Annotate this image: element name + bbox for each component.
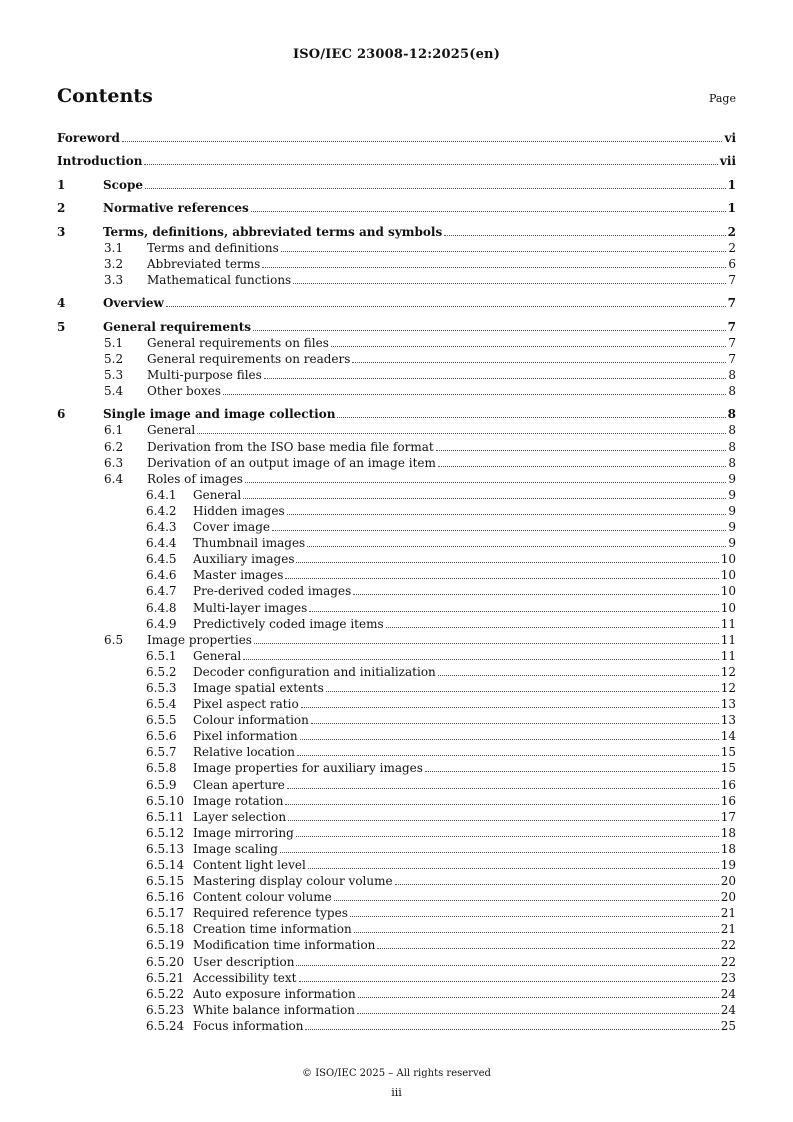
toc-entry-title: General requirements on readers xyxy=(147,351,351,366)
dot-leader xyxy=(296,825,719,837)
toc-entry-page: 18 xyxy=(720,825,736,840)
dot-leader xyxy=(350,905,719,917)
toc-entry-number: 6.4.4 xyxy=(146,536,177,551)
toc-entry-title: Derivation from the ISO base media file format xyxy=(147,439,434,454)
toc-entry-page: 24 xyxy=(720,986,736,1001)
toc-entry-page: 19 xyxy=(720,858,736,873)
dot-leader xyxy=(326,680,719,692)
toc-entry-page: 8 xyxy=(728,384,736,398)
toc-entry-number: 2 xyxy=(57,201,66,216)
toc-entry-title: Decoder configuration and initialization xyxy=(193,664,436,679)
toc-entry-title: Image mirroring xyxy=(193,825,294,840)
toc-entry-title: Focus information xyxy=(193,1018,304,1033)
toc-entry-page: 17 xyxy=(720,809,736,824)
toc-entry[interactable] xyxy=(57,130,736,146)
toc-entry-number: 6.5.7 xyxy=(146,745,177,760)
toc-entry-title: General requirements xyxy=(103,319,252,334)
toc-entry-title: General xyxy=(193,648,242,663)
toc-entry-page: 2 xyxy=(728,240,736,255)
dot-leader xyxy=(386,616,719,628)
toc-entry-page: 15 xyxy=(720,761,736,776)
dot-leader xyxy=(145,177,726,189)
dot-leader xyxy=(264,367,727,379)
toc-entry-page: 10 xyxy=(720,584,736,599)
toc-entry[interactable] xyxy=(57,256,736,272)
dot-leader xyxy=(309,600,718,612)
toc-entry-page: 10 xyxy=(720,568,736,583)
toc-entry[interactable] xyxy=(57,1018,736,1034)
toc-entry-number: 3 xyxy=(57,224,66,239)
dot-leader xyxy=(297,744,719,756)
toc-entry-number: 6.4.7 xyxy=(146,584,177,599)
toc-entry[interactable] xyxy=(57,177,736,193)
toc-entry-number: 6.5.18 xyxy=(146,922,185,937)
toc-entry-number: 5 xyxy=(57,319,66,334)
toc-entry-title: Mathematical functions xyxy=(147,272,292,287)
toc-entry-number: 3.2 xyxy=(104,256,124,271)
toc-entry-page: 21 xyxy=(720,922,736,937)
copyright-footer: © ISO/IEC 2025 – All rights reserved xyxy=(302,1068,491,1079)
toc-entry-page: 9 xyxy=(728,471,736,486)
toc-entry[interactable] xyxy=(57,954,736,970)
toc-entry-page: 8 xyxy=(728,455,736,470)
toc-entry-title: Derivation of an output image of an image item xyxy=(147,455,436,470)
toc-entry-page: 23 xyxy=(720,970,736,985)
toc-entry-number: 6.5.2 xyxy=(146,664,177,679)
toc-entry[interactable] xyxy=(57,503,736,519)
toc-entry-title: Normative references xyxy=(103,201,249,216)
toc-entry-number: 6.5.8 xyxy=(146,761,177,776)
dot-leader xyxy=(311,712,719,724)
toc-entry[interactable] xyxy=(57,937,736,953)
toc-entry-title: Cover image xyxy=(193,520,270,535)
toc-entry-page: 13 xyxy=(720,697,736,712)
toc-entry-title: Image properties for auxiliary images xyxy=(193,761,423,776)
document-id-header: ISO/IEC 23008-12:2025(en) xyxy=(292,47,501,62)
toc-entry-number: 6.5.1 xyxy=(146,648,177,663)
toc-entry-number: 6.5.15 xyxy=(146,874,185,889)
table-of-contents xyxy=(57,130,736,1034)
toc-entry[interactable] xyxy=(57,583,736,599)
toc-entry-title: User description xyxy=(193,954,295,969)
toc-entry[interactable] xyxy=(57,793,736,809)
toc-entry-page: 25 xyxy=(720,1018,736,1033)
dot-leader xyxy=(272,519,726,531)
toc-entry-page: 7 xyxy=(728,272,736,287)
toc-entry[interactable] xyxy=(57,970,736,986)
dot-leader xyxy=(337,406,725,418)
toc-entry-number: 6.4.5 xyxy=(146,552,177,567)
dot-leader xyxy=(301,696,719,708)
toc-entry-page: 2 xyxy=(727,224,736,239)
toc-entry[interactable] xyxy=(57,632,736,648)
toc-entry[interactable] xyxy=(57,551,736,567)
dot-leader xyxy=(353,583,718,595)
toc-entry-title: Image properties xyxy=(147,632,252,647)
toc-entry[interactable] xyxy=(57,986,736,1002)
toc-entry-page: 10 xyxy=(720,600,736,615)
toc-entry-page: 14 xyxy=(720,729,736,744)
toc-entry-page: 9 xyxy=(728,487,736,502)
toc-entry[interactable] xyxy=(57,696,736,712)
toc-entry[interactable] xyxy=(57,224,736,240)
toc-entry[interactable] xyxy=(57,567,736,583)
toc-entry-page: 20 xyxy=(720,890,736,905)
toc-entry-number: 6.4.6 xyxy=(146,568,177,583)
toc-entry[interactable] xyxy=(57,648,736,664)
toc-entry-number: 5.1 xyxy=(104,335,124,350)
toc-entry-page: 7 xyxy=(728,351,736,366)
toc-entry-number: 6.4.9 xyxy=(146,616,177,631)
toc-entry-page: 22 xyxy=(720,938,736,953)
toc-entry-page: 1 xyxy=(727,201,736,216)
toc-entry[interactable] xyxy=(57,1002,736,1018)
toc-entry-number: 6.4.8 xyxy=(146,600,177,615)
dot-leader xyxy=(377,937,718,949)
dot-leader xyxy=(287,777,719,789)
toc-entry-page: 7 xyxy=(727,296,736,311)
dot-leader xyxy=(262,256,726,268)
toc-entry-title: Scope xyxy=(103,177,144,192)
dot-leader xyxy=(280,841,719,853)
toc-entry-page: 20 xyxy=(720,874,736,889)
toc-entry[interactable] xyxy=(57,857,736,873)
dot-leader xyxy=(245,471,726,483)
dot-leader xyxy=(166,295,726,307)
dot-leader xyxy=(293,272,726,284)
toc-entry-number: 6.5.17 xyxy=(146,906,185,921)
toc-entry-number: 6.5.6 xyxy=(146,729,177,744)
toc-entry-number: 6.5.24 xyxy=(146,1018,185,1033)
toc-entry-number: 6.5.4 xyxy=(146,697,177,712)
toc-entry-number: 6.5.13 xyxy=(146,841,185,856)
toc-entry-title: Roles of images xyxy=(147,471,243,486)
toc-entry-title: Single image and image collection xyxy=(103,407,336,422)
toc-entry-number: 6.4 xyxy=(104,471,124,486)
toc-entry[interactable] xyxy=(57,455,736,471)
toc-entry-page: 22 xyxy=(720,954,736,969)
page-column-label: Page xyxy=(708,92,736,105)
toc-entry[interactable] xyxy=(57,728,736,744)
toc-entry[interactable] xyxy=(57,760,736,776)
toc-entry-number: 6.4.1 xyxy=(146,487,177,502)
toc-entry-number: 6.5.21 xyxy=(146,970,185,985)
toc-entry-number: 6.5.12 xyxy=(146,825,185,840)
toc-entry-title: Master images xyxy=(193,568,284,583)
toc-entry-page: 9 xyxy=(728,536,736,551)
toc-entry[interactable] xyxy=(57,383,736,399)
toc-entry-number: 6.5.11 xyxy=(146,809,185,824)
toc-entry-number: 6.5.14 xyxy=(146,858,185,873)
dot-leader xyxy=(296,954,718,966)
toc-entry-title: Multi-layer images xyxy=(193,600,308,615)
toc-entry[interactable] xyxy=(57,889,736,905)
dot-leader xyxy=(436,439,727,451)
toc-entry-page: vii xyxy=(719,154,736,169)
toc-entry[interactable] xyxy=(57,825,736,841)
toc-entry-page: 9 xyxy=(728,503,736,518)
toc-entry-number: 6.3 xyxy=(104,455,124,470)
toc-entry[interactable] xyxy=(57,487,736,503)
toc-entry-page: 11 xyxy=(720,616,736,631)
page-number: iii xyxy=(391,1086,402,1099)
dot-leader xyxy=(334,889,719,901)
toc-entry[interactable] xyxy=(57,600,736,616)
toc-entry[interactable] xyxy=(57,535,736,551)
toc-entry[interactable] xyxy=(57,873,736,889)
dot-leader xyxy=(287,503,727,515)
toc-entry-title: Image spatial extents xyxy=(193,680,324,695)
toc-entry-title: Overview xyxy=(103,296,164,311)
toc-entry-title: Auxiliary images xyxy=(193,552,295,567)
toc-entry-page: 13 xyxy=(720,713,736,728)
toc-entry-page: 7 xyxy=(727,319,736,334)
toc-entry-title: Terms and definitions xyxy=(147,240,279,255)
toc-entry[interactable] xyxy=(57,319,736,335)
toc-entry-title: Required reference types xyxy=(193,906,348,921)
toc-entry-page: 12 xyxy=(720,664,736,679)
toc-entry-page: 6 xyxy=(728,256,736,271)
toc-entry[interactable] xyxy=(57,905,736,921)
toc-entry-number: 5.3 xyxy=(104,367,124,382)
toc-entry[interactable] xyxy=(57,153,736,169)
dot-leader xyxy=(223,383,726,395)
toc-entry-title: Foreword xyxy=(57,131,120,145)
toc-entry[interactable] xyxy=(57,439,736,455)
toc-entry-page: 11 xyxy=(720,648,736,663)
toc-entry-page: 18 xyxy=(720,841,736,856)
toc-entry-page: 11 xyxy=(720,632,736,647)
toc-entry[interactable] xyxy=(57,471,736,487)
toc-entry-page: 8 xyxy=(728,367,736,382)
dot-leader xyxy=(253,319,726,331)
dot-leader xyxy=(243,487,726,499)
toc-entry-page: 7 xyxy=(728,335,736,350)
toc-entry-number: 6.5.10 xyxy=(146,793,185,808)
toc-entry[interactable] xyxy=(57,406,736,422)
dot-leader xyxy=(444,224,725,236)
toc-entry[interactable] xyxy=(57,809,736,825)
toc-entry[interactable] xyxy=(57,680,736,696)
toc-entry-title: Pixel information xyxy=(193,729,298,744)
toc-entry-title: Colour information xyxy=(193,713,309,728)
toc-entry-title: White balance information xyxy=(193,1002,355,1017)
toc-entry[interactable] xyxy=(57,744,736,760)
toc-entry-number: 6.4.3 xyxy=(146,520,177,535)
toc-entry[interactable] xyxy=(57,422,736,438)
toc-entry-title: Image rotation xyxy=(193,793,284,808)
toc-entry-title: General xyxy=(193,487,242,502)
toc-entry-title: Relative location xyxy=(193,745,296,760)
toc-entry-number: 5.2 xyxy=(104,351,124,366)
dot-leader xyxy=(285,793,718,805)
dot-leader xyxy=(144,153,717,165)
toc-entry[interactable] xyxy=(57,841,736,857)
dot-leader xyxy=(197,422,726,434)
toc-entry[interactable] xyxy=(57,712,736,728)
toc-entry[interactable] xyxy=(57,519,736,535)
toc-entry[interactable] xyxy=(57,367,736,383)
toc-entry-number: 6.5.16 xyxy=(146,890,185,905)
toc-entry[interactable] xyxy=(57,335,736,351)
toc-entry-page: 8 xyxy=(727,407,736,422)
dot-leader xyxy=(305,1018,718,1030)
toc-entry-title: General xyxy=(147,423,196,438)
toc-entry-title: Creation time information xyxy=(193,922,352,937)
toc-entry-title: Accessibility text xyxy=(193,970,297,985)
dot-leader xyxy=(438,664,719,676)
dot-leader xyxy=(254,632,719,644)
toc-entry-title: Mastering display colour volume xyxy=(193,874,393,889)
toc-entry-number: 6.5.22 xyxy=(146,986,185,1001)
toc-entry-title: Multi-purpose files xyxy=(147,367,262,382)
dot-leader xyxy=(425,760,719,772)
toc-entry-number: 6.5.23 xyxy=(146,1002,185,1017)
toc-entry[interactable] xyxy=(57,240,736,256)
toc-entry-title: Layer selection xyxy=(193,809,287,824)
toc-entry-number: 4 xyxy=(57,296,66,311)
toc-entry-title: Introduction xyxy=(57,154,143,169)
toc-entry-number: 6 xyxy=(57,407,66,422)
toc-entry-number: 1 xyxy=(57,177,66,192)
toc-entry-page: 16 xyxy=(720,777,736,792)
toc-entry-title: General requirements on files xyxy=(147,335,329,350)
dot-leader xyxy=(299,970,719,982)
toc-entry-title: Other boxes xyxy=(147,384,221,398)
toc-entry-number: 6.5.9 xyxy=(146,777,177,792)
toc-entry[interactable] xyxy=(57,777,736,793)
toc-entry-title: Hidden images xyxy=(193,503,285,518)
toc-entry-title: Content colour volume xyxy=(193,890,332,905)
dot-leader xyxy=(296,551,718,563)
toc-entry-number: 6.4.2 xyxy=(146,503,177,518)
toc-entry-number: 6.1 xyxy=(104,423,124,438)
dot-leader xyxy=(288,809,719,821)
dot-leader xyxy=(395,873,719,885)
toc-entry-title: Content light level xyxy=(193,858,306,873)
toc-entry-number: 6.5.19 xyxy=(146,938,185,953)
toc-entry-number: 5.4 xyxy=(104,384,124,398)
toc-entry-title: Modification time information xyxy=(193,938,376,953)
toc-entry-number: 6.5.20 xyxy=(146,954,185,969)
toc-entry-title: Pixel aspect ratio xyxy=(193,697,299,712)
toc-entry-page: 1 xyxy=(727,177,736,192)
dot-leader xyxy=(251,200,726,212)
toc-entry[interactable] xyxy=(57,272,736,288)
dot-leader xyxy=(122,130,723,142)
dot-leader xyxy=(308,857,719,869)
toc-entry[interactable] xyxy=(57,664,736,680)
toc-entry-page: 12 xyxy=(720,680,736,695)
dot-leader xyxy=(243,648,718,660)
toc-entry-title: Clean aperture xyxy=(193,777,285,792)
toc-entry[interactable] xyxy=(57,295,736,311)
toc-entry-page: 21 xyxy=(720,906,736,921)
dot-leader xyxy=(281,240,727,252)
dot-leader xyxy=(331,335,727,347)
toc-entry-page: 15 xyxy=(720,745,736,760)
dot-leader xyxy=(307,535,726,547)
toc-entry-title: Predictively coded image items xyxy=(193,616,384,631)
dot-leader xyxy=(352,351,726,363)
dot-leader xyxy=(438,455,726,467)
toc-entry-page: 8 xyxy=(728,439,736,454)
toc-entry-page: 9 xyxy=(728,520,736,535)
toc-entry-number: 6.2 xyxy=(104,439,124,454)
toc-entry-page: 24 xyxy=(720,1002,736,1017)
toc-entry[interactable] xyxy=(57,921,736,937)
toc-entry-title: Pre-derived coded images xyxy=(193,584,352,599)
toc-entry[interactable] xyxy=(57,351,736,367)
toc-entry-number: 3.3 xyxy=(104,272,124,287)
toc-entry-number: 6.5 xyxy=(104,632,124,647)
toc-entry-page: 8 xyxy=(728,423,736,438)
dot-leader xyxy=(358,986,719,998)
toc-entry-page: 16 xyxy=(720,793,736,808)
toc-entry-number: 6.5.5 xyxy=(146,713,177,728)
toc-entry-title: Auto exposure information xyxy=(193,986,356,1001)
toc-entry-page: 10 xyxy=(720,552,736,567)
contents-title: Contents xyxy=(57,85,153,107)
dot-leader xyxy=(357,1002,719,1014)
toc-entry[interactable] xyxy=(57,200,736,216)
toc-entry-page: vi xyxy=(724,131,736,145)
toc-entry-number: 6.5.3 xyxy=(146,680,177,695)
toc-entry-title: Image scaling xyxy=(193,841,278,856)
toc-entry-title: Abbreviated terms xyxy=(147,256,261,271)
toc-entry-title: Terms, definitions, abbreviated terms and symbols xyxy=(103,224,443,239)
toc-entry-title: Thumbnail images xyxy=(193,536,306,551)
dot-leader xyxy=(285,567,718,579)
toc-entry[interactable] xyxy=(57,616,736,632)
dot-leader xyxy=(354,921,719,933)
toc-entry-number: 3.1 xyxy=(104,240,124,255)
dot-leader xyxy=(300,728,719,740)
